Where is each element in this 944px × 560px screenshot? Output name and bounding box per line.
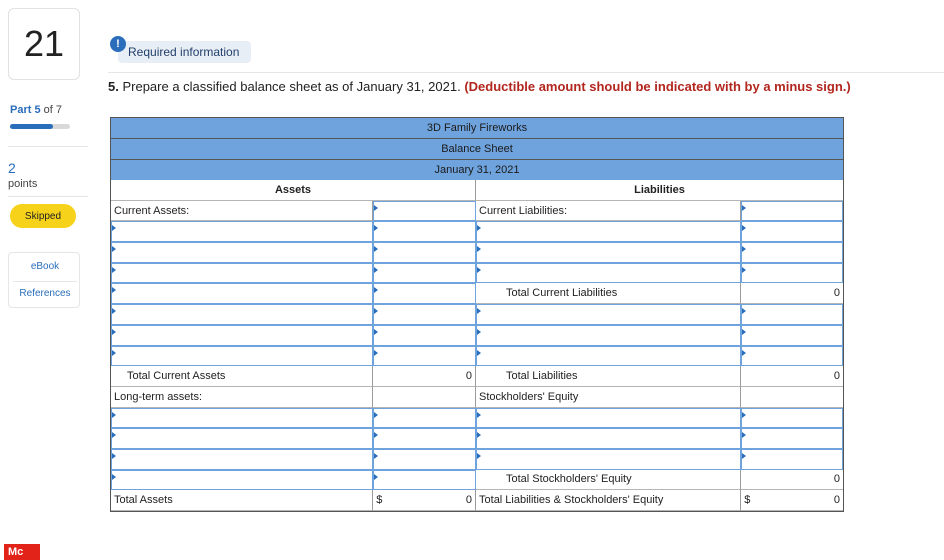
publisher-logo: Mc <box>4 544 40 560</box>
statement-title: Balance Sheet <box>110 138 844 159</box>
account-input[interactable] <box>476 263 741 284</box>
amount-input[interactable] <box>373 428 476 449</box>
total-liabilities-equity-label: Total Liabilities & Stockholders' Equity <box>476 490 741 511</box>
table-row <box>111 408 843 429</box>
link-divider <box>13 281 77 282</box>
total-liabilities-equity-currency: $ <box>744 494 751 507</box>
question-number: 21 <box>8 8 80 80</box>
account-input[interactable] <box>111 242 373 263</box>
account-input[interactable] <box>476 346 741 367</box>
total-liabilities-equity-value: 0 <box>833 494 841 507</box>
account-input[interactable] <box>111 346 373 367</box>
table-row <box>111 242 843 263</box>
account-input[interactable] <box>111 283 373 304</box>
amount-input[interactable] <box>373 408 476 429</box>
part-progress-fill <box>10 124 53 129</box>
account-input[interactable] <box>476 325 741 346</box>
column-heading-row <box>111 180 843 201</box>
part-of: of 7 <box>43 104 62 116</box>
sidebar-divider <box>8 146 88 147</box>
total-liabilities-label: Total Liabilities <box>476 366 741 387</box>
amount-input[interactable] <box>373 304 476 325</box>
amount-input[interactable] <box>373 242 476 263</box>
part-progress-bar <box>10 124 70 129</box>
total-current-assets-label: Total Current Assets <box>111 366 373 387</box>
table-row <box>111 263 843 284</box>
question-prompt <box>108 79 851 94</box>
balance-sheet-grid <box>110 180 844 512</box>
total-current-liabilities-label: Total Current Liabilities <box>476 283 741 304</box>
table-row <box>111 470 843 491</box>
total-current-assets-value: 0 <box>373 366 476 387</box>
part-label: Part 5 <box>10 104 41 116</box>
account-input[interactable] <box>111 221 373 242</box>
amount-input[interactable] <box>373 263 476 284</box>
statement-date: January 31, 2021 <box>110 159 844 180</box>
account-input[interactable] <box>111 428 373 449</box>
total-assets-label: Total Assets <box>111 490 373 511</box>
table-row <box>111 304 843 325</box>
amount-input[interactable] <box>741 201 843 222</box>
liabilities-heading: Liabilities <box>476 180 843 201</box>
amount-input[interactable] <box>373 449 476 470</box>
points-label: points <box>8 178 38 190</box>
table-row <box>111 366 843 387</box>
amount-input[interactable] <box>373 470 476 491</box>
amount-input[interactable] <box>373 201 476 222</box>
table-row <box>111 325 843 346</box>
total-assets-currency: $ <box>376 494 383 507</box>
company-name: 3D Family Fireworks <box>110 117 844 138</box>
account-input[interactable] <box>476 408 741 429</box>
account-input[interactable] <box>476 449 741 470</box>
long-term-assets-label: Long-term assets: <box>111 387 373 408</box>
amount-input[interactable] <box>741 449 843 470</box>
question-sidebar <box>0 0 88 560</box>
account-input[interactable] <box>111 408 373 429</box>
account-input[interactable] <box>111 470 373 491</box>
amount-input[interactable] <box>741 428 843 449</box>
account-input[interactable] <box>476 242 741 263</box>
account-input[interactable] <box>111 449 373 470</box>
current-liabilities-label: Current Liabilities: <box>476 201 741 222</box>
total-stockholders-equity-value: 0 <box>741 470 843 491</box>
total-liabilities-value: 0 <box>741 366 843 387</box>
prompt-hint: (Deductible amount should be indicated with by a minus sign.) <box>464 79 851 94</box>
amount-input[interactable] <box>373 325 476 346</box>
amount-input[interactable] <box>741 263 843 284</box>
amount-input[interactable] <box>741 242 843 263</box>
assets-heading: Assets <box>111 180 476 201</box>
table-row <box>111 428 843 449</box>
table-row <box>111 346 843 367</box>
stockholders-equity-label: Stockholders' Equity <box>476 387 741 408</box>
amount-input[interactable] <box>741 325 843 346</box>
amount-input[interactable] <box>741 346 843 367</box>
total-assets-cell <box>373 490 476 511</box>
amount-input[interactable] <box>373 346 476 367</box>
amount-input[interactable] <box>373 221 476 242</box>
amount-input[interactable] <box>741 221 843 242</box>
blank-cell <box>741 387 843 408</box>
account-input[interactable] <box>111 263 373 284</box>
prompt-number: 5. <box>108 79 119 94</box>
resource-links <box>8 252 80 308</box>
prompt-text: Prepare a classified balance sheet as of January 31, 2021. <box>122 79 461 94</box>
amount-input[interactable] <box>741 304 843 325</box>
total-current-liabilities-value: 0 <box>741 283 843 304</box>
table-row <box>111 221 843 242</box>
references-link[interactable]: References <box>19 288 71 299</box>
account-input[interactable] <box>476 304 741 325</box>
info-icon: ! <box>110 36 126 52</box>
table-row <box>111 201 843 222</box>
table-row <box>111 490 843 511</box>
table-row <box>111 283 843 304</box>
part-indicator <box>10 104 62 116</box>
required-information-tab[interactable]: Required information <box>118 41 251 63</box>
balance-sheet <box>110 117 844 512</box>
amount-input[interactable] <box>373 283 476 304</box>
blank-cell <box>373 387 476 408</box>
account-input[interactable] <box>111 325 373 346</box>
ebook-link[interactable]: eBook <box>30 261 60 272</box>
sidebar-divider <box>8 196 88 197</box>
current-assets-label: Current Assets: <box>111 201 373 222</box>
account-input[interactable] <box>476 221 741 242</box>
status-badge: Skipped <box>10 204 76 228</box>
total-assets-value: 0 <box>465 494 473 507</box>
points-value: 2 <box>8 160 16 176</box>
table-row <box>111 449 843 470</box>
amount-input[interactable] <box>741 408 843 429</box>
total-stockholders-equity-label: Total Stockholders' Equity <box>476 470 741 491</box>
table-row <box>111 387 843 408</box>
account-input[interactable] <box>111 304 373 325</box>
header-divider <box>108 72 944 73</box>
account-input[interactable] <box>476 428 741 449</box>
total-liabilities-equity-cell <box>741 490 843 511</box>
